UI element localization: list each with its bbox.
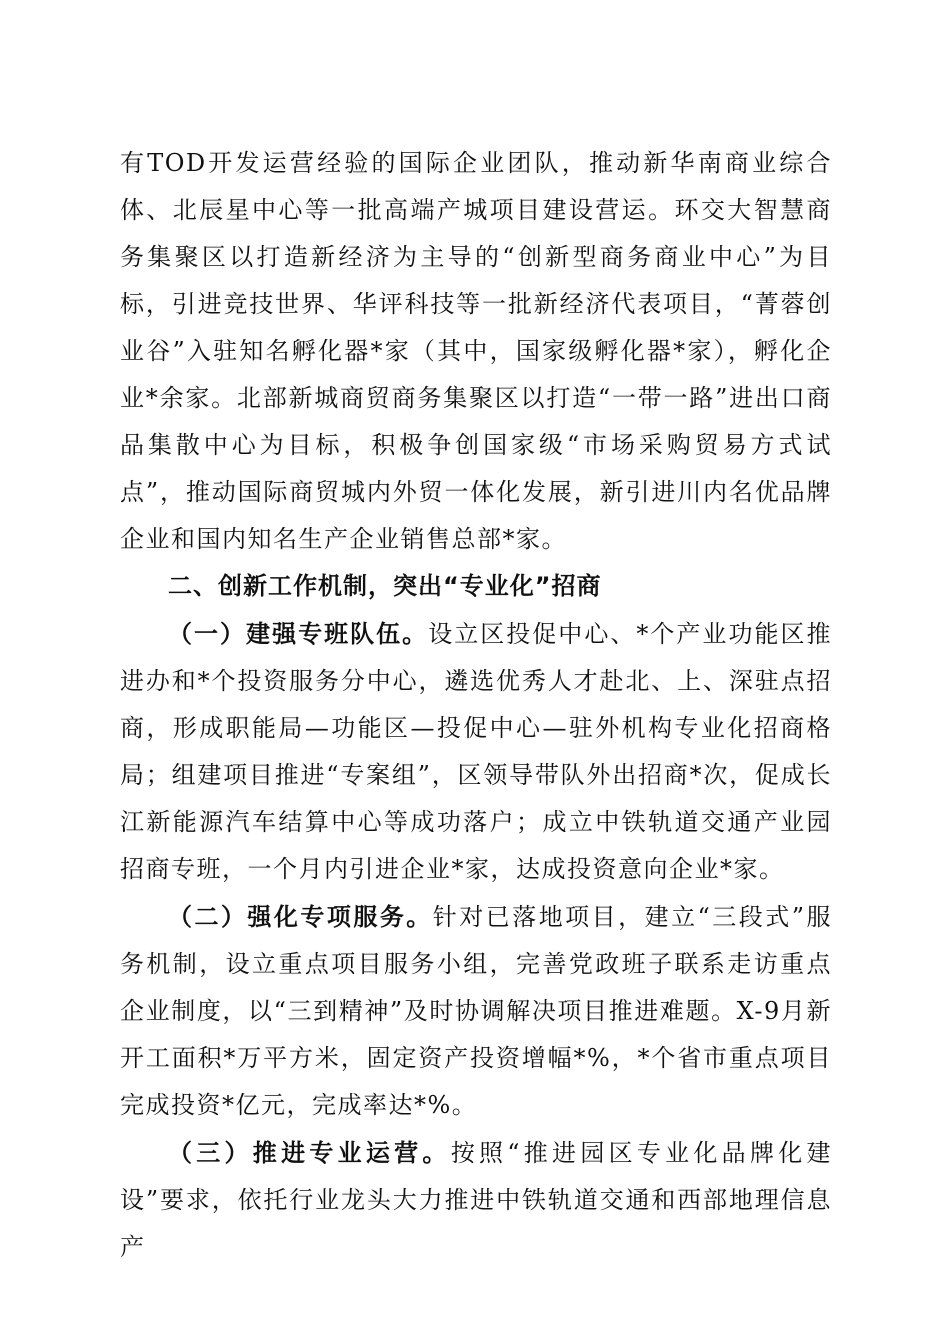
document-body bbox=[120, 140, 832, 1271]
subsection-3-title: （三）推进专业运营。 bbox=[168, 1138, 451, 1167]
subsection-2-title: （二）强化专项服务。 bbox=[168, 902, 433, 931]
section-heading bbox=[120, 563, 832, 610]
subsection-1 bbox=[120, 610, 832, 893]
subsection-3 bbox=[120, 1129, 832, 1271]
subsection-1-title: （一）建强专班队伍。 bbox=[168, 619, 429, 648]
subsection-3-text: 按照“推进园区专业化品牌化建设”要求，依托行业龙头大力推进中铁轨道交通和西部地理信息产 bbox=[120, 1139, 832, 1261]
subsection-2-text: 针对已落地项目，建立“三段式”服务机制，设立重点项目服务小组，完善党政班子联系走访重点企业制度，以“三到精神”及时协调解决项目推进难题。X-9月新开工面积*万平方米，固定资产投资增幅*%，*个省市重点项目完成投资*亿元，完成率达*%。 bbox=[120, 903, 832, 1119]
heading-text: 二、创新工作机制，突出“专业化”招商 bbox=[168, 572, 602, 600]
paragraph-continuation bbox=[120, 140, 832, 563]
subsection-1-text: 设立区投促中心、*个产业功能区推进办和*个投资服务分中心，遴选优秀人才赴北、上、深驻点招商，形成职能局—功能区—投促中心—驻外机构专业化招商格局；组建项目推进“专案组”，区领导带队外出招商*次，促成长江新能源汽车结算中心等成功落户；成立中铁轨道交通产业园招商专班，一个月内引进企业*家，达成投资意向企业*家。 bbox=[120, 620, 833, 883]
subsection-2 bbox=[120, 893, 832, 1129]
paragraph-text: 有TOD开发运营经验的国际企业团队，推动新华南商业综合体、北辰星中心等一批高端产城项目建设营运。环交大智慧商务集聚区以打造新经济为主导的“创新型商务商业中心”为目标，引进竞技世界、华评科技等一批新经济代表项目，“菁蓉创业谷”入驻知名孵化器*家（其中，国家级孵化器*家），孵化企业*余家。北部新城商贸商务集聚区以打造“一带一路”进出口商品集散中心为目标，积极争创国家级“市场采购贸易方式试点”，推动国际商贸城内外贸一体化发展，新引进川内名优品牌企业和国内知名生产企业销售总部*家。 bbox=[120, 149, 832, 553]
